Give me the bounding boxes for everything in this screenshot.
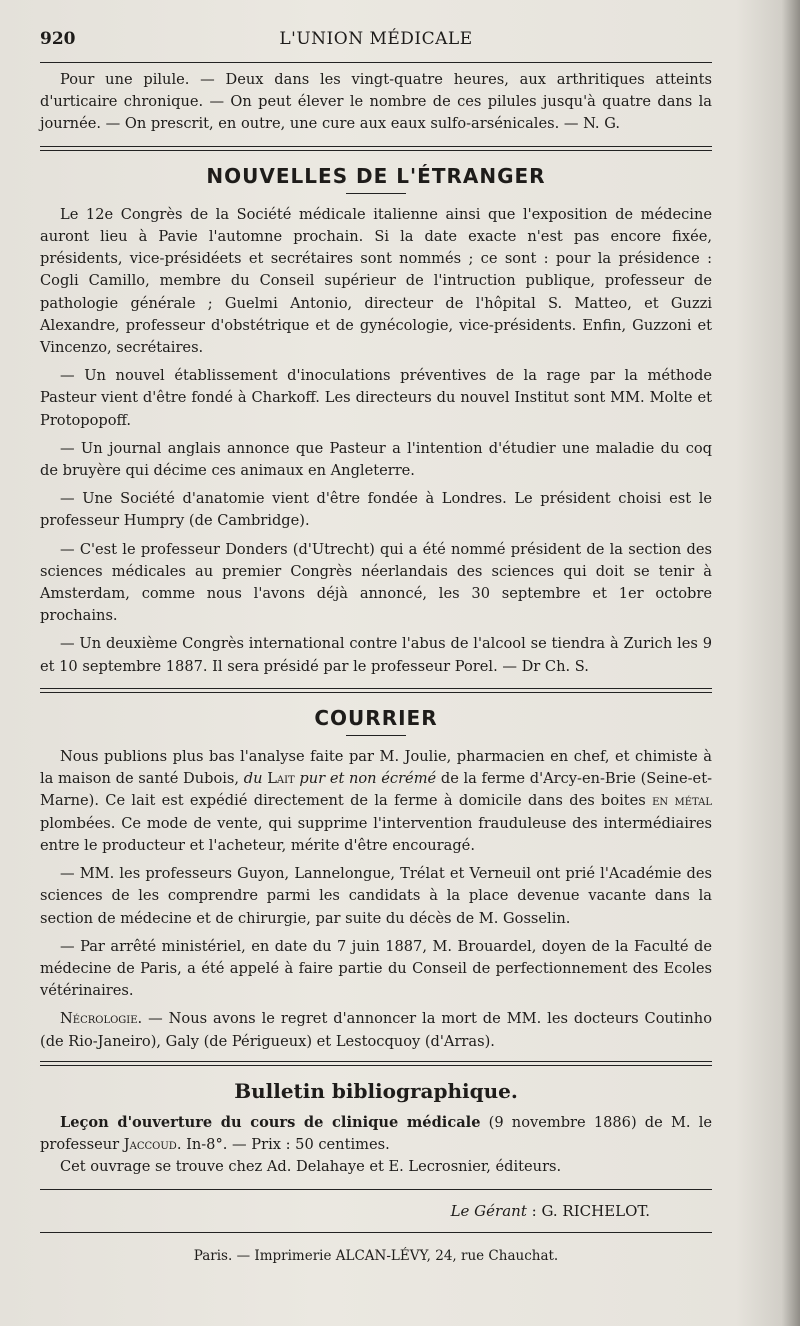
courrier-paragraph: [40, 746, 712, 857]
text-run: de la ferme d'Arcy-en-Brie (Seine-et-Marne). Ce lait est expédié directement de la ferme à domicile dans des boites: [40, 770, 712, 810]
text-run: plombées. Ce mode de vente, qui supprime l'intervention frauduleuse des intermédiaires entre le producteur et l'acheteur, mérite d'être encouragé.: [40, 814, 712, 854]
running-header: [40, 28, 712, 62]
text-run: du: [243, 770, 263, 788]
header-rule: [40, 62, 712, 63]
section-divider: [40, 146, 712, 151]
gerant-label: Le Gérant: [450, 1201, 527, 1220]
section-divider: [40, 1061, 712, 1066]
author-name: Jaccoud: [123, 1136, 177, 1154]
page-content: [40, 28, 712, 1267]
bibliography-availability: Cet ouvrage se trouve chez Ad. Delahaye et E. Lecrosnier, éditeurs.: [60, 1158, 562, 1176]
courrier-paragraph: — MM. les professeurs Guyon, Lannelongue, Trélat et Verneuil ont prié l'Académie des sciences de les comprendre parmi les candidats à la place devenue vacante dans la section de médecine et de chirurgie, par suite du décès de M. Gosselin.: [40, 865, 712, 927]
journal-title: L'UNION MÉDICALE: [279, 29, 473, 49]
text-run: en métal: [652, 792, 712, 810]
gerant-line: [40, 1200, 712, 1222]
news-paragraph: — C'est le professeur Donders (d'Utrecht) qui a été nommé président de la section des sciences médicales au premier Congrès néerlandais des sciences qui doit se tenir à Amsterdam, comme nous l'avons déjà annoncé, les 30 septembre et 1er octobre prochains.: [40, 540, 712, 625]
bibliography-entry: [40, 1112, 712, 1156]
news-paragraph: Le 12e Congrès de la Société médicale italienne ainsi que l'exposition de médecine auront lieu à Pavie l'automne prochain. Si la date exacte n'est pas encore fixée, présidents, vice-présidéets et secrétaires sont nommés ; ce sont : pour la présidence : Cogli Camillo, membre du Conseil supérieur de l'intruction publique, professeur de pathologie générale ; Guelmi Antonio, directeur de l'hôpital S. Matteo, et Guzzi Alexandre, professeur d'obstétrique et de gynécologie, vice-présidents. Enfin, Guzzoni et Vincenzo, secrétaires.: [40, 205, 712, 357]
text-run: Nous publions plus bas l'analyse faite par M. Joulie, pharmacien en chef, et chimiste à la maison de santé Dubois,: [40, 748, 712, 788]
page-number: 920: [40, 29, 76, 49]
necrology-label: Nécrologie.: [60, 1010, 143, 1028]
footer-rule: [40, 1232, 712, 1233]
text-run: (9 novembre 1886) de M. le professeur: [40, 1113, 712, 1154]
book-spine-shadow: [782, 0, 800, 1326]
text-run: — Nous avons le regret d'annoncer la mort de MM. les docteurs Coutinho (de Rio-Janeiro), Galy (de Périgueux) et Lestocquoy (d'Arras).: [40, 1010, 712, 1050]
news-paragraph: — Un deuxième Congrès international contre l'abus de l'alcool se tiendra à Zurich les 9 et 10 septembre 1887. Il sera présidé par le professeur Porel. — Dr Ch. S.: [40, 635, 712, 675]
printer-imprint: Paris. — Imprimerie ALCAN-LÉVY, 24, rue Chauchat.: [193, 1247, 559, 1264]
gerant-name: : G. RICHELOT.: [526, 1201, 650, 1220]
footer-rule: [40, 1189, 712, 1190]
intro-paragraph: Pour une pilule. — Deux dans les vingt-quatre heures, aux arthritiques atteints d'urticaire chronique. — On peut élever le nombre de ces pilules jusqu'à quatre dans la journée. — On prescrit, en outre, une cure aux eaux sulfo-arsénicales. — N. G.: [40, 71, 712, 133]
courrier-paragraph: — Par arrêté ministériel, en date du 7 juin 1887, M. Brouardel, doyen de la Faculté de médecine de Paris, a été appelé à faire partie du Conseil de perfectionnement des Ecoles vétérinaires.: [40, 937, 712, 1000]
foreign-news-title: NOUVELLES DE L'ÉTRANGER: [206, 163, 546, 188]
courrier-title: COURRIER: [314, 705, 438, 730]
courrier-paragraph: [40, 1008, 712, 1052]
book-title: Leçon d'ouverture du cours de clinique médicale: [60, 1113, 481, 1131]
title-rule: [346, 735, 406, 736]
text-run: Lait: [267, 770, 295, 788]
title-rule: [346, 193, 406, 194]
news-paragraph: — Une Société d'anatomie vient d'être fondée à Londres. Le président choisi est le professeur Humpry (de Cambridge).: [40, 490, 712, 530]
section-divider: [40, 688, 712, 693]
news-paragraph: — Un nouvel établissement d'inoculations préventives de la rage par la méthode Pasteur vient d'être fondé à Charkoff. Les directeurs du nouvel Institut sont MM. Molte et Protopopoff.: [40, 367, 712, 429]
bibliography-title: Bulletin bibliographique.: [234, 1078, 518, 1103]
text-run: pur et non écrémé: [299, 770, 437, 788]
news-paragraph: — Un journal anglais annonce que Pasteur a l'intention d'étudier une maladie du coq de bruyère qui décime ces animaux en Angleterre.: [40, 439, 712, 480]
text-run: . In-8°. — Prix : 50 centimes.: [176, 1136, 390, 1154]
